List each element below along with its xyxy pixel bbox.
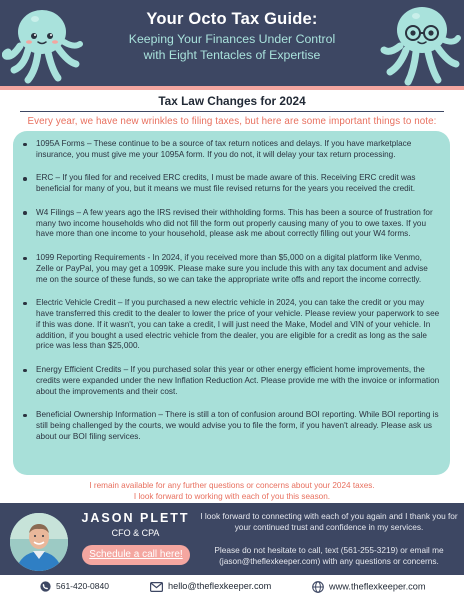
closing-line-2: I look forward to working with each of you this season. (133, 492, 331, 501)
item-text: Beneficial Ownership Information – There is still a ton of confusion around BOI reporting. While BOI reporting is still being challenged by the courts, we would advise you to file the form, if you haven't already. Please ask us about our BOI filing services. (36, 410, 439, 441)
closing-note (0, 480, 464, 502)
bullet-icon (23, 257, 27, 261)
list-item-energy-credit (13, 365, 450, 397)
website-url: www.theflexkeeper.com (329, 581, 426, 592)
guide-title: Your Octo Tax Guide: (146, 10, 318, 28)
tax-changes-list (13, 139, 450, 443)
closing-line-1: I remain available for any further questions or concerns about your 2024 taxes. (89, 481, 375, 490)
schedule-call-button[interactable]: Schedule a call here! (82, 545, 190, 565)
thank-you-message: I look forward to connecting with each of you again and I thank you for your continued trust and confidence in my services. (200, 511, 458, 532)
list-item-boi (13, 410, 450, 442)
accent-stripe (0, 86, 464, 90)
person-portrait-icon (10, 513, 68, 571)
item-text: Energy Efficient Credits – If you purchased solar this year or other energy efficient home improvements, the credits were expanded under the new Inflation Reduction Act. Please provide me with the invoice or information about the improvements and their cost. (36, 364, 440, 396)
globe-icon (312, 581, 324, 593)
section-divider (20, 111, 444, 112)
profile-photo (10, 513, 68, 571)
footer-banner (0, 503, 464, 575)
item-text: W4 Filings – A few years ago the IRS revised their withholding forms. This has been a source of frustration for many two income households who did not fill the form out properly causing many of you to owe taxes. If you have more than one income to your household, please ask me about correctly filling out your W4 forms. (36, 207, 433, 239)
header-banner (0, 0, 464, 86)
bullet-icon (23, 211, 27, 215)
tax-changes-panel (13, 131, 450, 475)
subtitle-line-2: with Eight Tentacles of Expertise (143, 48, 321, 62)
bullet-icon (23, 302, 27, 306)
website-contact[interactable] (312, 581, 426, 593)
bullet-icon (23, 369, 27, 373)
list-item-1099 (13, 253, 450, 285)
item-text: Electric Vehicle Credit – If you purchased a new electric vehicle in 2024, you can take the credit or you may have transferred this credit to the dealer to lower the price of your vehicle. Please review your paperwork to see if this was done. If it wasn't, you can take a credit, I will just need the Make, Model and VIN of your vehicle. In addition, if you bought a used electric vehicle from the dealer, you are eligible for a credit as long as the sale price was less than $25,000. (36, 298, 440, 351)
bullet-icon (23, 177, 27, 181)
list-item-erc (13, 173, 450, 195)
email-address: hello@theflexkeeper.com (168, 581, 272, 591)
phone-number: 561-420-0840 (56, 581, 109, 591)
subtitle-line-1: Keeping Your Finances Under Control (128, 32, 336, 46)
section-intro: Every year, we have new wrinkles to filing taxes, but here are some important things to note: (27, 116, 437, 127)
contact-invitation-message: Please do not hesitate to call, text (561-255-3219) or email me (jason@theflexkeeper.com) with any questions or concerns. (214, 545, 444, 566)
phone-icon (40, 581, 51, 592)
envelope-icon (150, 582, 163, 592)
author-name: JASON PLETT (81, 511, 190, 525)
item-text: 1099 Reporting Requirements - In 2024, if you received more than $5,000 on a digital platform like Venmo, Zelle or PayPal, you may get a 1099K. Please make sure you include this with any tax document and advise me on the source of these funds, so we can take the appropriate write offs and report the income correctly. (36, 252, 428, 284)
list-item-w4 (13, 208, 450, 240)
section-title: Tax Law Changes for 2024 (158, 94, 306, 108)
author-role: CFO & CPA (111, 528, 160, 538)
list-item-ev-credit (13, 298, 450, 352)
octopus-with-glasses-illustration-right (378, 4, 462, 86)
bullet-icon (23, 414, 27, 418)
item-text: ERC – If you filed for and received ERC credits, I must be made aware of this. Receiving ERC credit was beneficial for many of you, but it means we must file revised returns for the years you received the credit. (36, 173, 416, 194)
item-text: 1095A Forms – These continue to be a source of tax return notices and delays. If you have marketplace insurance, you must give me your 1095A form. If you do not, it will delay your tax return processing. (36, 139, 412, 159)
email-contact[interactable] (150, 581, 271, 592)
list-item-1095a (13, 139, 450, 161)
phone-contact[interactable] (40, 581, 109, 592)
contact-bar (0, 575, 464, 600)
bullet-icon (23, 143, 27, 147)
